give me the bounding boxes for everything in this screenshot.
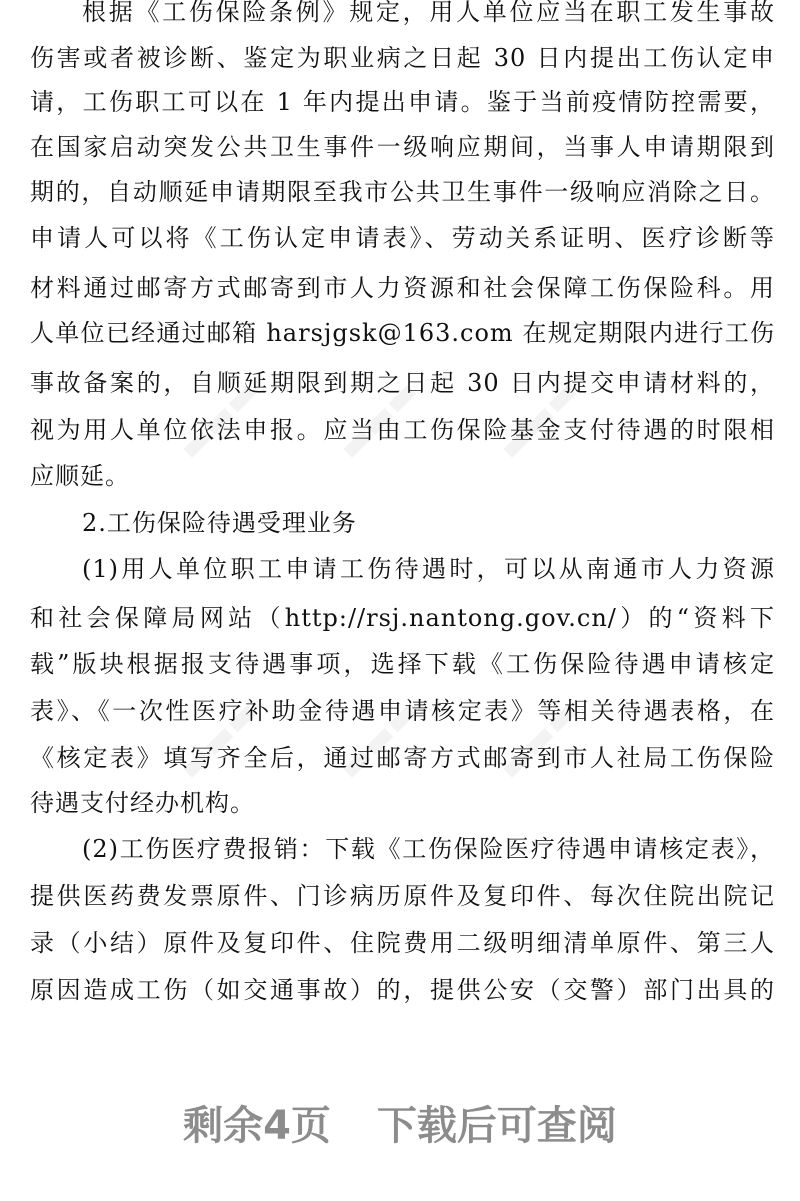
text-line: 录（小结）原件及复印件、住院费用二级明细清单原件、第三人	[30, 929, 775, 957]
text-line: 原因造成工伤（如交通事故）的，提供公安（交警）部门出具的	[30, 976, 775, 1004]
text-line: 人单位已经通过邮箱 harsjgsk@163.com 在规定期限内进行工伤	[30, 319, 775, 347]
text-line: 待遇支付经办机构。	[30, 789, 255, 817]
text-line: 和社会保障局网站（http://rsj.nantong.gov.cn/）的“资料下	[30, 604, 775, 632]
text-line: 根据《工伤保险条例》规定，用人单位应当在职工发生事故	[82, 0, 775, 26]
text-line: 载”版块根据报支待遇事项，选择下载《工伤保险待遇申请核定	[30, 650, 775, 678]
text-line: 事故备案的，自顺延期限到期之日起 30 日内提交申请材料的，	[30, 369, 775, 397]
text-line: 请，工伤职工可以在 1 年内提出申请。鉴于当前疫情防控需要，	[30, 88, 775, 116]
text-line: 期的，自动顺延申请期限至我市公共卫生事件一级响应消除之日。	[30, 178, 775, 206]
text-line: 材料通过邮寄方式邮寄到市人力资源和社会保障工伤保险科。用	[30, 274, 775, 302]
section-heading: 2.工伤保险待遇受理业务	[82, 509, 357, 537]
text-line: 应顺延。	[30, 462, 130, 490]
text-line: 《核定表》填写齐全后，通过邮寄方式邮寄到市人社局工伤保险	[30, 744, 775, 772]
download-prompt[interactable]	[0, 1098, 800, 1154]
remaining-pages-label: 剩余4页	[183, 1103, 331, 1149]
text-line: 申请人可以将《工伤认定申请表》、劳动关系证明、医疗诊断等	[30, 224, 775, 252]
text-line: 伤害或者被诊断、鉴定为职业病之日起 30 日内提出工伤认定申	[30, 44, 775, 72]
text-line: 提供医药费发票原件、门诊病历原件及复印件、每次住院出院记	[30, 882, 775, 910]
download-hint-label: 下载后可查阅	[376, 1103, 617, 1149]
text-line: 在国家启动突发公共卫生事件一级响应期间，当事人申请期限到	[30, 133, 775, 161]
text-line: 表》、《一次性医疗补助金待遇申请核定表》等相关待遇表格，在	[30, 697, 775, 725]
text-line: (1)用人单位职工申请工伤待遇时，可以从南通市人力资源	[82, 555, 775, 583]
text-line: (2)工伤医疗费报销：下载《工伤保险医疗待遇申请核定表》，	[82, 835, 775, 863]
text-line: 视为用人单位依法申报。应当由工伤保险基金支付待遇的时限相	[30, 416, 775, 444]
